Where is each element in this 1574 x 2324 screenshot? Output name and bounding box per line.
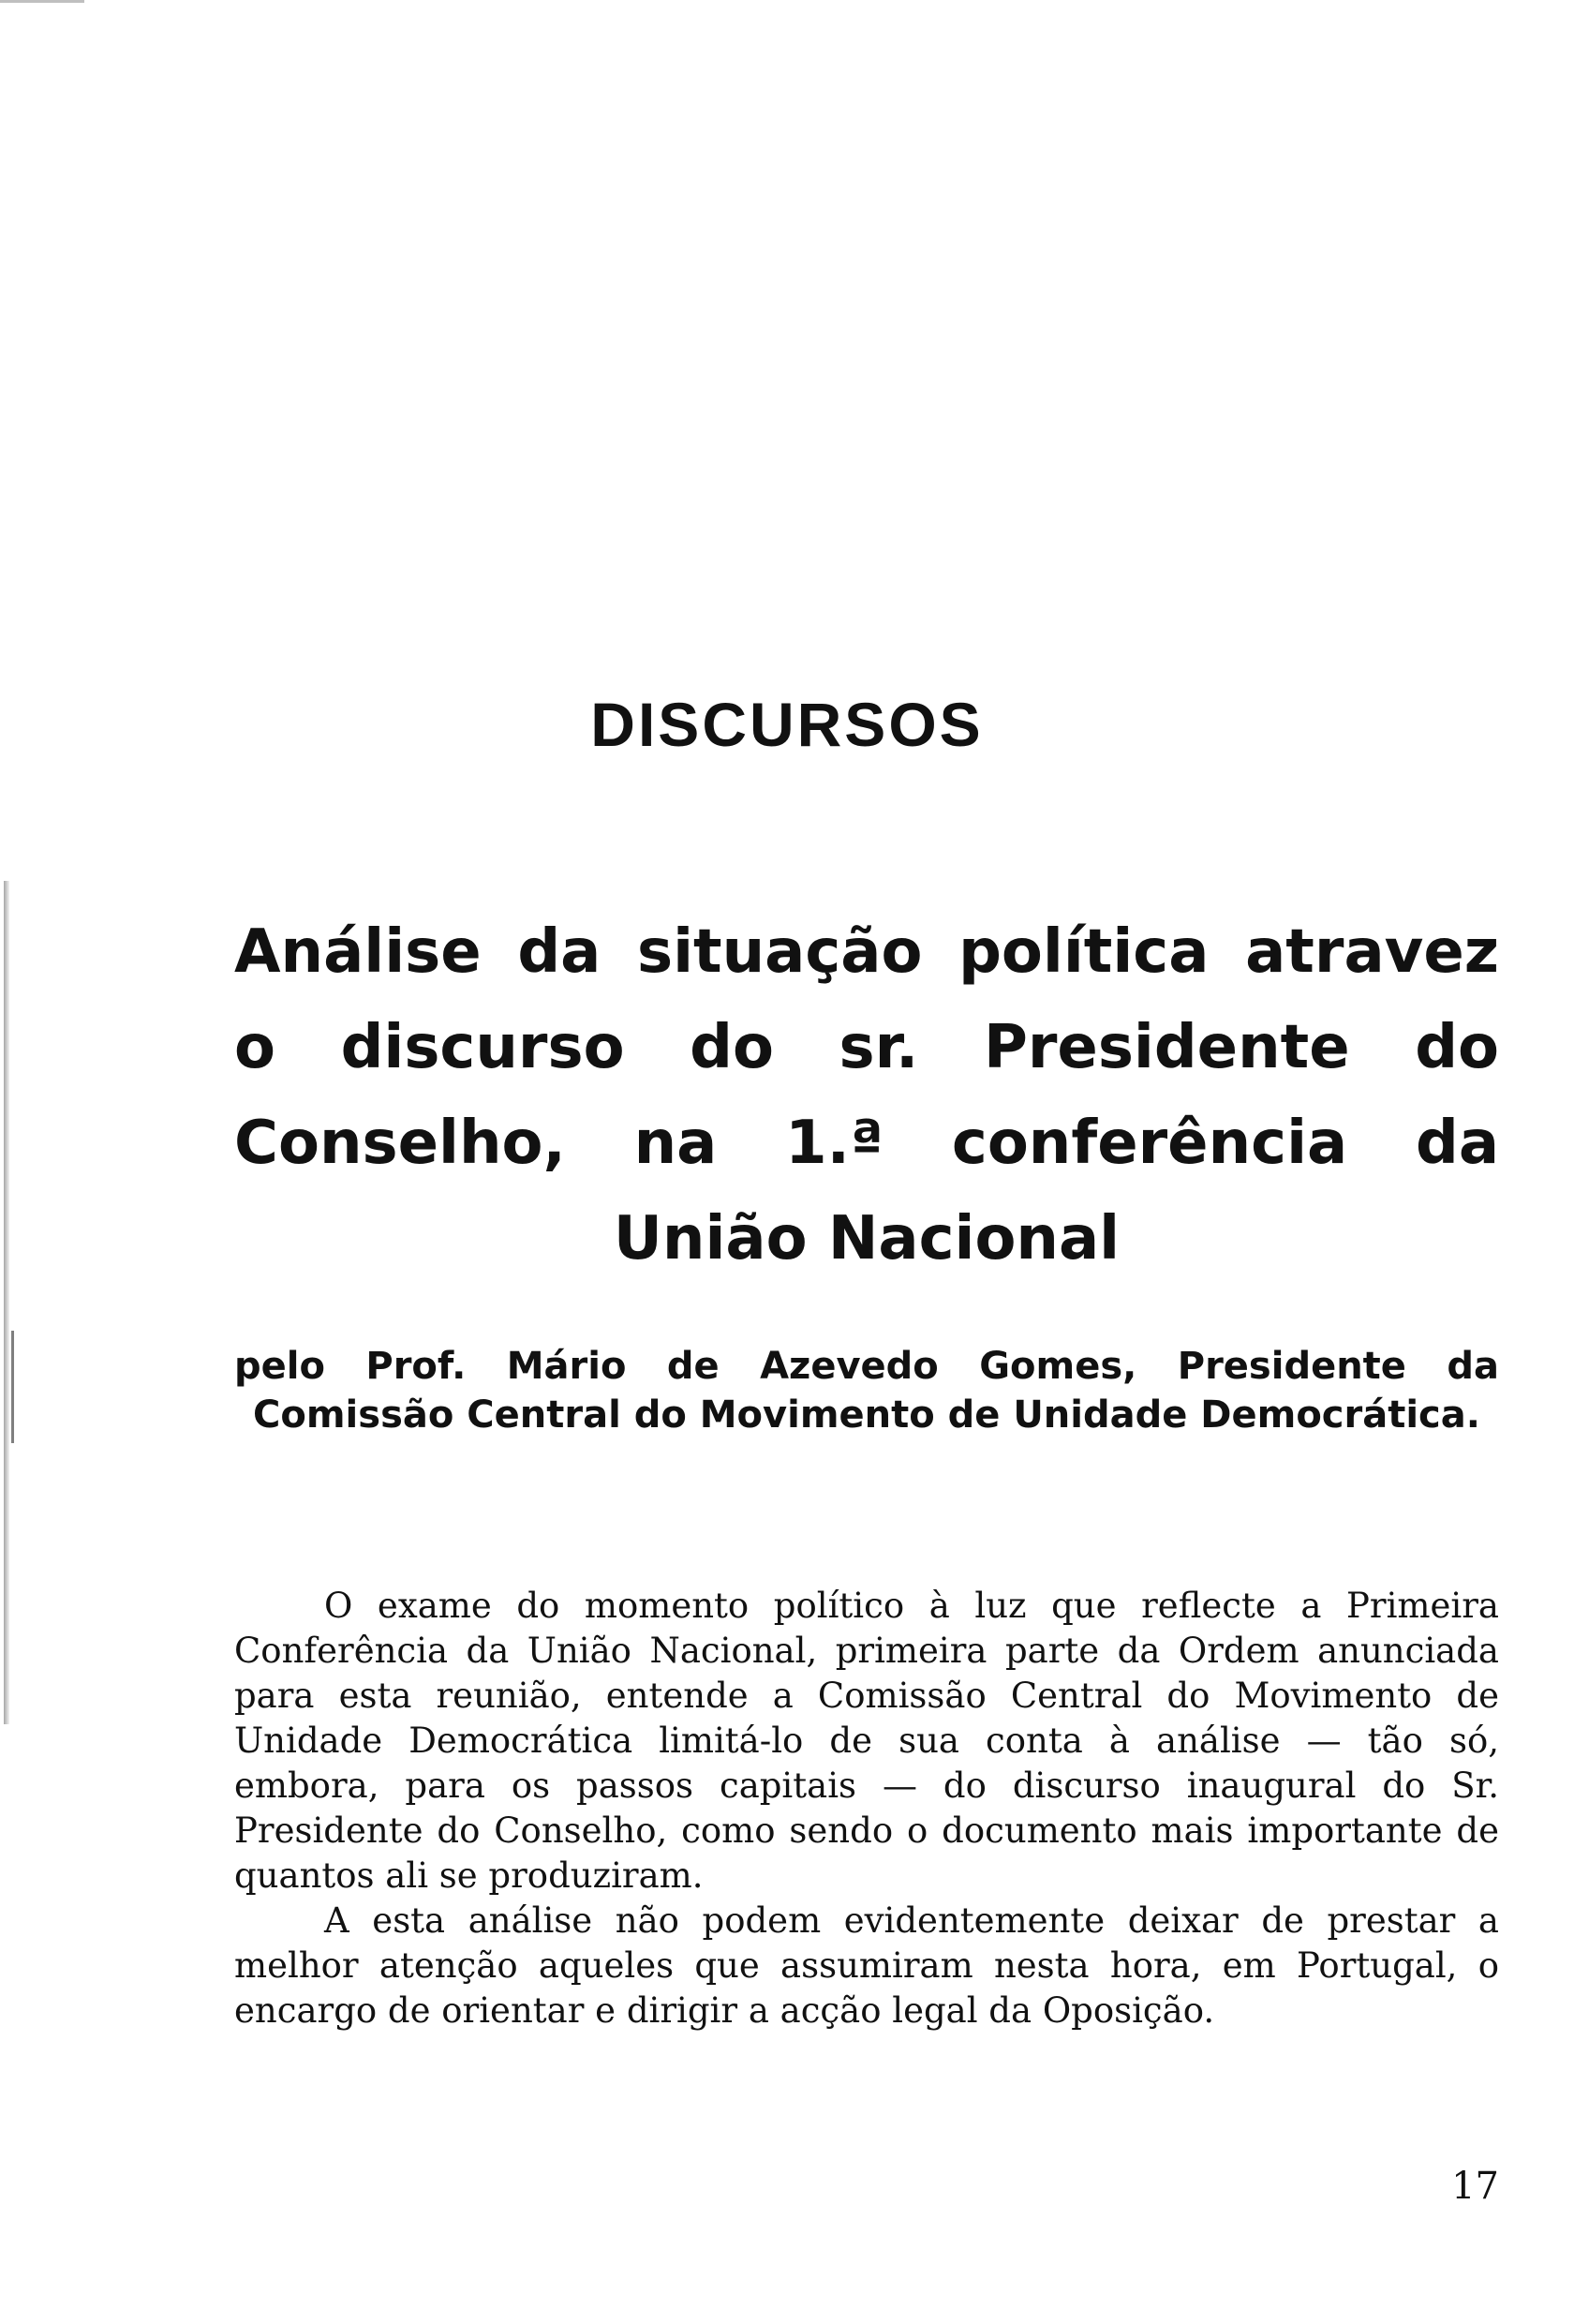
article-body <box>234 1584 1499 2034</box>
scan-edge-shadow <box>4 881 9 1724</box>
body-paragraph: O exame do momento político à luz que reflecte a Primeira Conferência da União Nacional, primeira parte da Ordem anunciada para esta reunião, entende a Comissão Central do Movimento de Unidade Democrática limitá-lo de sua conta à análise — tão só, embora, para os passos capitais — do discurso inaugural do Sr. Presidente do Conselho, como sendo o documento mais importante de quantos ali se produziram. <box>234 1586 1499 1896</box>
scan-edge-mark <box>11 1331 14 1443</box>
section-heading: DISCURSOS <box>590 690 984 759</box>
author-byline: pelo Prof. Mário de Azevedo Gomes, Presidente da Comissão Central do Movimento de Unidade Democrática. <box>234 1345 1499 1437</box>
body-paragraph: A esta análise não podem evidentemente deixar de prestar a melhor atenção aqueles que assumiram nesta hora, em Portugal, o encargo de orientar e dirigir a acção legal da Oposição. <box>234 1900 1499 2031</box>
page-number: 17 <box>1451 2165 1499 2208</box>
scan-artifact <box>0 0 84 3</box>
article-title: Análise da situação política atravez o discurso do sr. Presidente do Conselho, na 1.ª conferência da União Nacional <box>234 917 1499 1274</box>
